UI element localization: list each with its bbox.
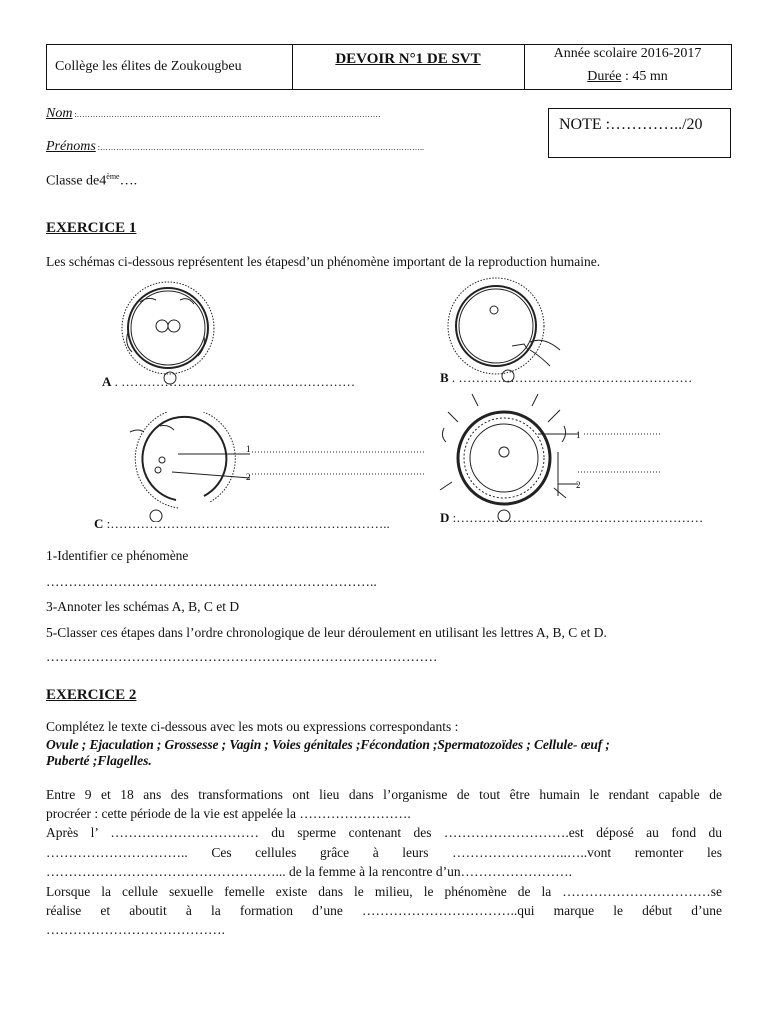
- duration: [524, 69, 731, 85]
- label-d-line[interactable]: [440, 510, 703, 526]
- exercise-2-title: EXERCICE 2: [46, 687, 137, 703]
- exercise-2-instruction: Complétez le texte ci-dessous avec les mots ou expressions correspondants :: [46, 719, 459, 734]
- ann-c-2: 2: [246, 472, 251, 482]
- note-value: NOTE :…………../20: [559, 116, 703, 133]
- school-year: Année scolaire 2016-2017: [553, 46, 702, 61]
- label-b-line[interactable]: [440, 370, 692, 386]
- note-text: [559, 116, 703, 134]
- ann-c-1: 1: [246, 444, 251, 454]
- text-line-4[interactable]: ………………………….. Ces cellules grâce à leurs ……………………..…..vont remonter les: [46, 845, 722, 860]
- prenoms-dots: :…………………………………………………………………………………………………………..: [95, 143, 425, 152]
- text-line-8[interactable]: ………………………………….: [46, 922, 225, 937]
- ann-d-2: 2: [576, 480, 581, 490]
- duration-value: : 45 mn: [621, 69, 668, 84]
- question-3: 3-Annoter les schémas A, B, C et D: [46, 599, 240, 614]
- header-school-cell: [47, 45, 293, 89]
- diagram-d: [438, 392, 668, 522]
- classe-sup: ème: [106, 172, 120, 181]
- dots-b: . ………………………………………………: [448, 370, 693, 385]
- dots-a: . ………………………………………………: [111, 374, 356, 389]
- classe-dots: ….: [119, 173, 138, 189]
- prenoms-label: Prénoms: [46, 139, 96, 154]
- prenoms-field[interactable]: [46, 139, 424, 155]
- dots-d: :…………………………………………………: [449, 510, 704, 525]
- label-a-line[interactable]: [102, 374, 355, 390]
- question-5-answer[interactable]: ……………………………………………………………………………: [46, 649, 438, 664]
- text-line-6[interactable]: Lorsque la cellule sexuelle femelle existe dans le milieu, le phénomène de la ……………………………se: [46, 884, 722, 899]
- label-c: C: [94, 516, 104, 531]
- header-title-cell: [292, 45, 525, 89]
- dots-c: :………………………………………………………..: [103, 516, 390, 531]
- nom-label: Nom: [46, 106, 73, 121]
- classe-field[interactable]: [46, 172, 137, 190]
- diagram-c: [100, 412, 430, 522]
- question-1-answer[interactable]: ………………………………………………………………..: [46, 574, 377, 589]
- text-line-7[interactable]: réalise et aboutit à la formation d’une ……………………………..qui marque le début d’une: [46, 903, 722, 918]
- note-box: [548, 108, 731, 158]
- header-table: [46, 44, 732, 90]
- school-name: Collège les élites de Zoukougbeu: [55, 59, 242, 74]
- word-bank-line-2: Puberté ;Flagelles.: [46, 753, 152, 768]
- text-line-2[interactable]: procréer : cette période de la vie est appelée la …………………….: [46, 806, 411, 821]
- exercise-1-intro: Les schémas ci-dessous représentent les étapesd’un phénomène important de la reproduction humaine.: [46, 254, 601, 269]
- nom-dots: :……………………………………………………………………………………………………: [72, 110, 381, 119]
- doc-title: DEVOIR N°1 DE SVT: [335, 51, 481, 67]
- duration-label: Durée: [587, 69, 622, 84]
- exercise-1-title: EXERCICE 1: [46, 220, 137, 236]
- header-year-cell: [524, 45, 731, 89]
- classe-label: Classe de4: [46, 173, 107, 189]
- label-c-line[interactable]: [94, 516, 390, 532]
- text-line-3[interactable]: Après l’ …………………………… du sperme contenant des ……………………….est déposé au fond du: [46, 825, 722, 840]
- word-bank-line-1: Ovule ; Ejaculation ; Grossesse ; Vagin ; Voies génitales ;Fécondation ;Spermatozoïdes ; Cellule- œuf ;: [46, 737, 610, 752]
- ann-d-1: 1: [576, 430, 581, 440]
- question-1: 1-Identifier ce phénomène: [46, 548, 189, 563]
- nom-field[interactable]: [46, 106, 381, 122]
- question-5: 5-Classer ces étapes dans l’ordre chronologique de leur déroulement en utilisant les lettres A, B, C et D.: [46, 625, 607, 640]
- label-a: A: [102, 374, 112, 389]
- label-d: D: [440, 510, 450, 525]
- text-line-1: Entre 9 et 18 ans des transformations ont lieu dans l’organisme de tout être humain le rendant capable de: [46, 787, 722, 802]
- text-line-5[interactable]: ……………………………………………... de la femme à la rencontre d’un…………………….: [46, 864, 573, 879]
- label-b: B: [440, 370, 449, 385]
